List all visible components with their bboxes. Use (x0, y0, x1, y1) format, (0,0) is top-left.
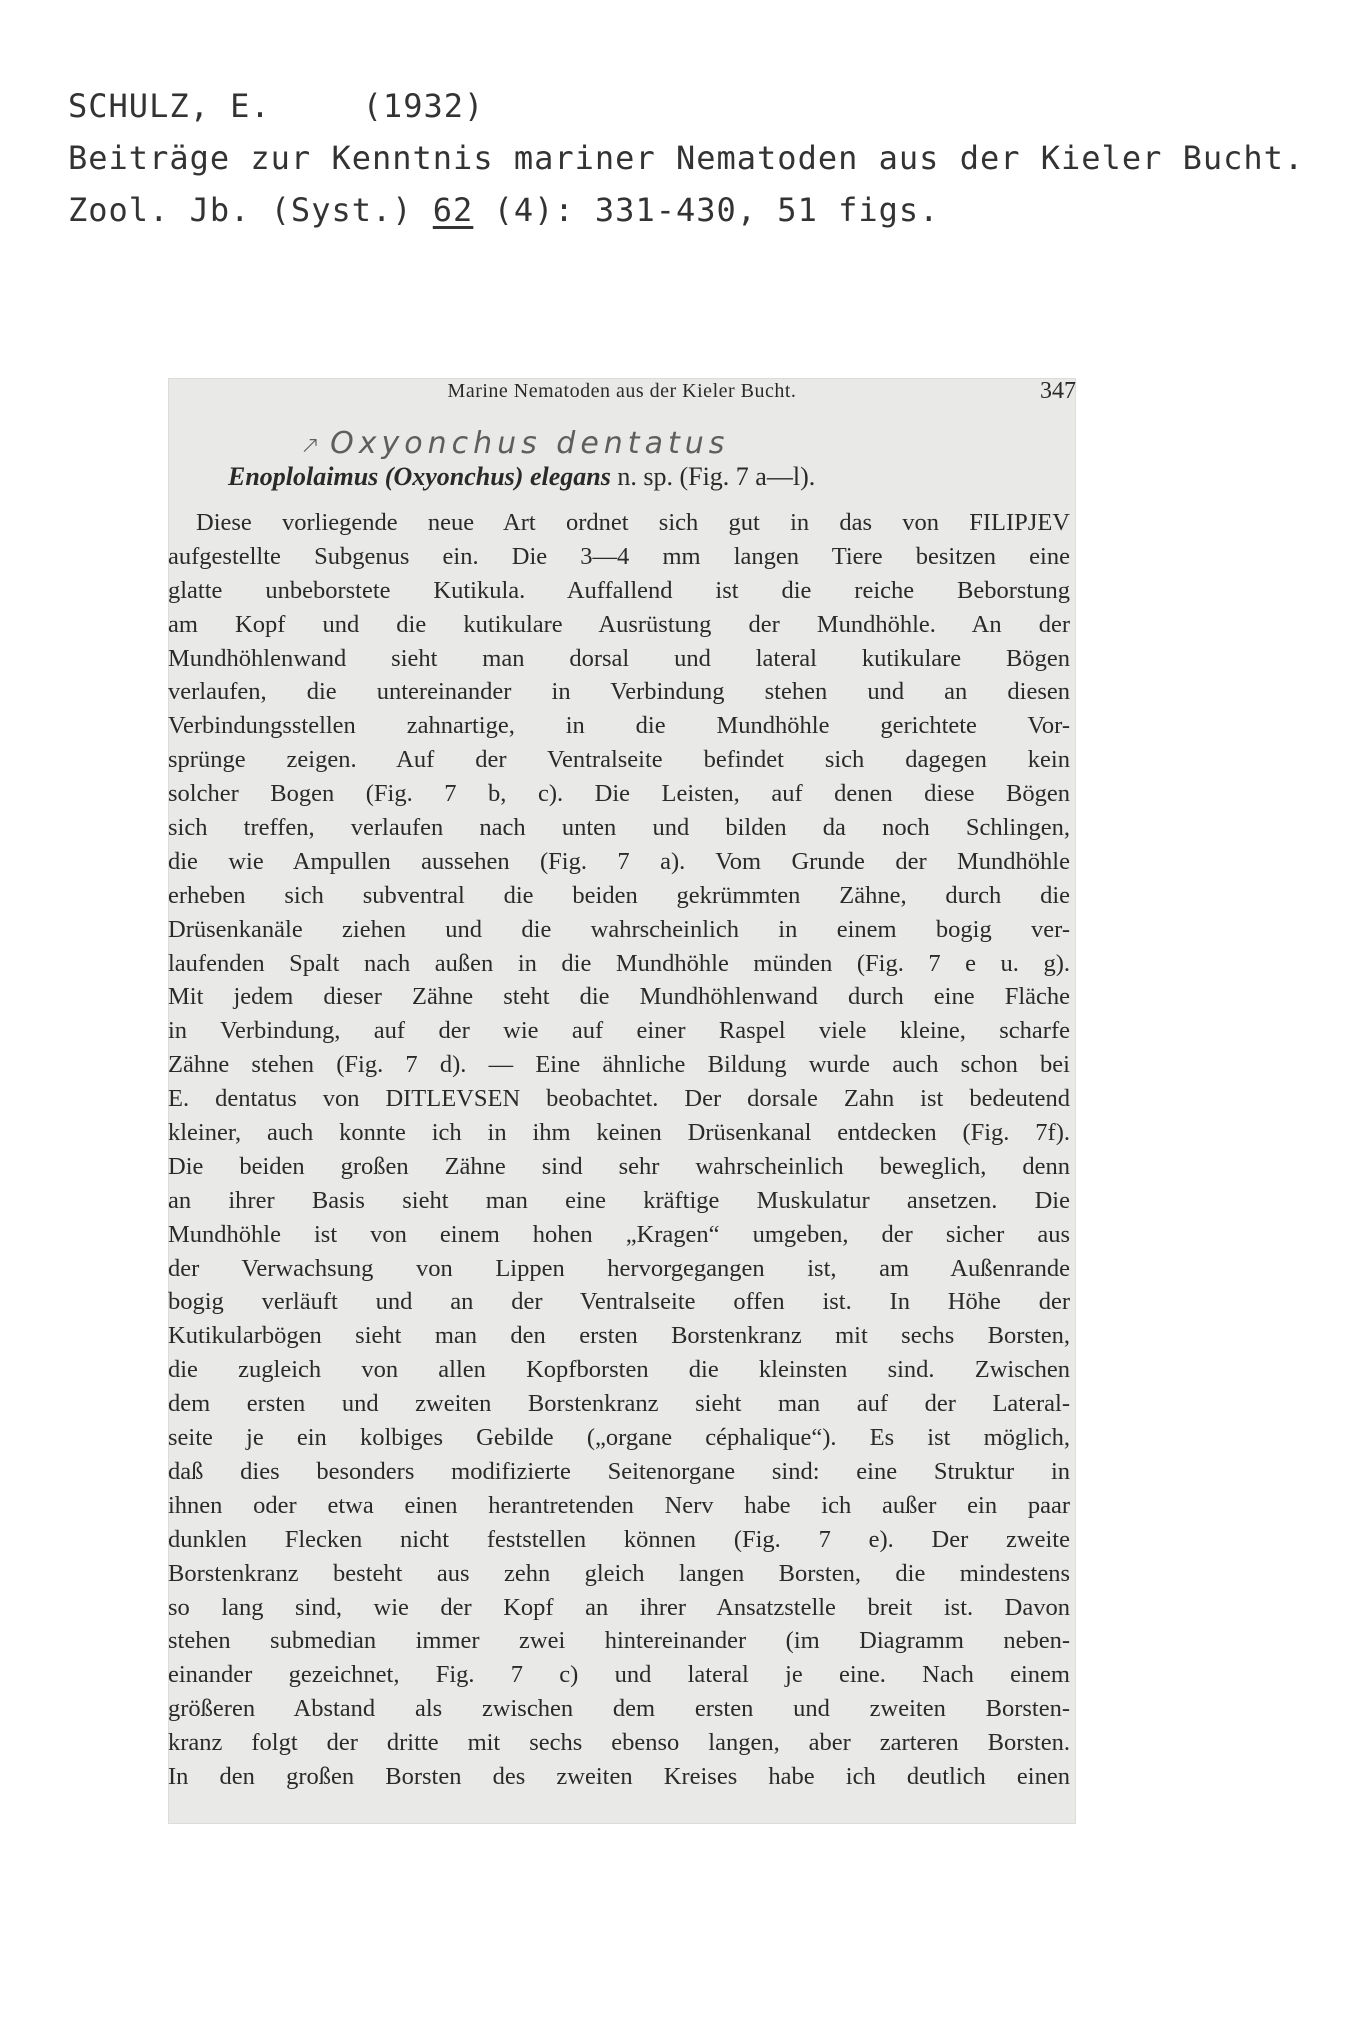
handwritten-annotation (300, 426, 729, 461)
text-line: erheben sich subventral die beiden gekrümmten Zähne, durch die (168, 881, 1070, 909)
running-head (168, 378, 1076, 418)
citation-author: SCHULZ, E. (68, 87, 271, 125)
text-line: sprünge zeigen. Auf der Ventralseite befindet sich dagegen kein (168, 746, 1070, 774)
text-line: so lang sind, wie der Kopf an ihrer Ansatzstelle breit ist. Davon (168, 1593, 1070, 1621)
citation-header (68, 80, 1308, 236)
text-line: Mundhöhlenwand sieht man dorsal und lateral kutikulare Bögen (168, 644, 1070, 672)
running-title: Marine Nematoden aus der Kieler Bucht. (447, 380, 797, 402)
text-line: ihnen oder etwa einen herantretenden Nerv habe ich außer ein paar (168, 1491, 1070, 1519)
species-subgenus: (Oxyonchus) (384, 462, 524, 491)
article-clipping (168, 378, 1076, 1824)
citation-year: (1932) (362, 87, 485, 125)
text-line: der Verwachsung von Lippen hervorgegangen ist, am Außenrande (168, 1254, 1070, 1282)
text-line: solcher Bogen (Fig. 7 b, c). Die Leisten, auf denen diese Bögen (168, 780, 1070, 808)
text-line: seite je ein kolbiges Gebilde („organe céphalique“). Es ist möglich, (168, 1424, 1070, 1452)
text-line: die zugleich von allen Kopfborsten die kleinsten sind. Zwischen (168, 1356, 1070, 1384)
citation-pages: (4): 331-430, 51 figs. (473, 191, 940, 229)
text-line: Drüsenkanäle ziehen und die wahrscheinlich in einem bogig ver- (168, 915, 1070, 943)
text-line: größeren Abstand als zwischen dem ersten und zweiten Borsten- (168, 1695, 1070, 1723)
species-epithet: elegans (529, 462, 611, 491)
body-paragraph (168, 506, 1070, 1794)
text-line: stehen submedian immer zwei hintereinander (im Diagramm neben- (168, 1627, 1070, 1655)
citation-author-line (68, 80, 1308, 132)
citation-volume: 62 (432, 191, 474, 229)
text-line: einander gezeichnet, Fig. 7 c) und lateral je eine. Nach einem (168, 1661, 1070, 1689)
text-line: in Verbindung, auf der wie auf einer Raspel viele kleine, scharfe (168, 1017, 1070, 1045)
text-line: daß dies besonders modifizierte Seitenorgane sind: eine Struktur in (168, 1457, 1070, 1485)
species-genus: Enoplolaimus (228, 462, 379, 491)
text-line: am Kopf und die kutikulare Ausrüstung der Mundhöhle. An der (168, 610, 1070, 638)
text-line: In den großen Borsten des zweiten Kreises habe ich deutlich einen (168, 1762, 1070, 1790)
citation-title: Beiträge zur Kenntnis mariner Nematoden aus der Kieler Bucht. (68, 139, 1305, 177)
text-line: sich treffen, verlaufen nach unten und bilden da noch Schlingen, (168, 814, 1070, 842)
text-line: laufenden Spalt nach außen in die Mundhöhle münden (Fig. 7 e u. g). (168, 949, 1070, 977)
text-line: Verbindungsstellen zahnartige, in die Mundhöhle gerichtete Vor- (168, 712, 1070, 740)
species-heading (228, 462, 815, 492)
text-line: Mit jedem dieser Zähne steht die Mundhöhlenwand durch eine Fläche (168, 983, 1070, 1011)
text-line: dunklen Flecken nicht feststellen können (Fig. 7 e). Der zweite (168, 1525, 1070, 1553)
arrow-icon: ↗ (300, 431, 321, 459)
citation-journal-line (68, 184, 1308, 236)
page-number: 347 (1040, 378, 1076, 404)
text-line: Borstenkranz besteht aus zehn gleich langen Borsten, die mindestens (168, 1559, 1070, 1587)
text-line: Mundhöhle ist von einem hohen „Kragen“ umgeben, der sicher aus (168, 1220, 1070, 1248)
citation-journal: Zool. Jb. (Syst.) (68, 191, 433, 229)
text-line: die wie Ampullen aussehen (Fig. 7 a). Vom Grunde der Mundhöhle (168, 847, 1070, 875)
text-line: an ihrer Basis sieht man eine kräftige Muskulatur ansetzen. Die (168, 1186, 1070, 1214)
species-reference: n. sp. (Fig. 7 a—l). (610, 462, 816, 491)
text-line: kleiner, auch konnte ich in ihm keinen Drüsenkanal entdecken (Fig. 7f). (168, 1119, 1070, 1147)
text-line: Diese vorliegende neue Art ordnet sich gut in das von FILIPJEV (196, 509, 1070, 536)
text-line: Die beiden großen Zähne sind sehr wahrscheinlich beweglich, denn (168, 1152, 1070, 1180)
handwritten-note: Oxyonchus dentatus (330, 426, 730, 461)
text-line: Kutikularbögen sieht man den ersten Borstenkranz mit sechs Borsten, (168, 1322, 1070, 1350)
text-line: bogig verläuft und an der Ventralseite offen ist. In Höhe der (168, 1288, 1070, 1316)
text-line: Zähne stehen (Fig. 7 d). — Eine ähnliche Bildung wurde auch schon bei (168, 1051, 1070, 1079)
text-line: verlaufen, die untereinander in Verbindung stehen und an diesen (168, 678, 1070, 706)
text-line: glatte unbeborstete Kutikula. Auffallend ist die reiche Beborstung (168, 576, 1070, 604)
text-line: E. dentatus von DITLEVSEN beobachtet. Der dorsale Zahn ist bedeutend (168, 1085, 1070, 1113)
text-line: kranz folgt der dritte mit sechs ebenso langen, aber zarteren Borsten. (168, 1729, 1070, 1757)
text-line: dem ersten und zweiten Borstenkranz sieht man auf der Lateral- (168, 1390, 1070, 1418)
text-line: aufgestellte Subgenus ein. Die 3—4 mm langen Tiere besitzen eine (168, 542, 1070, 570)
